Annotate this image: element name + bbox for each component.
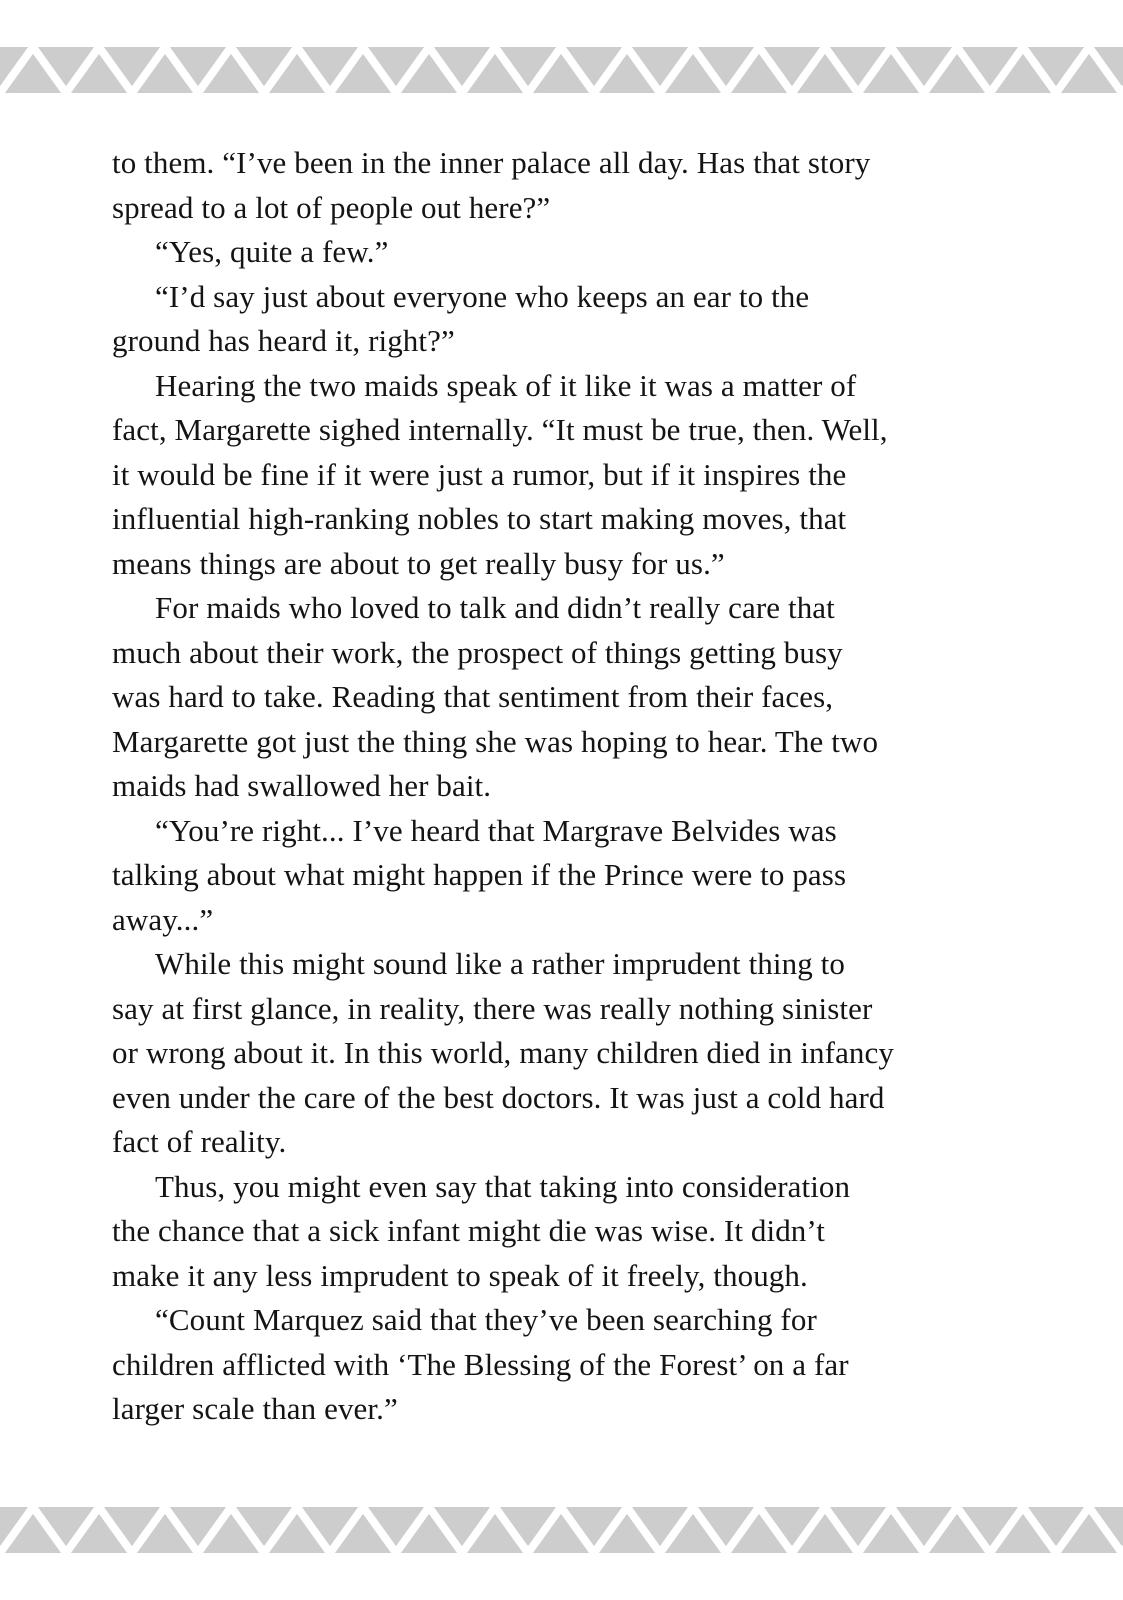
text-line: Thus, you might even say that taking into consideration (155, 1168, 851, 1204)
text-line: make it any less imprudent to speak of it freely, though. (112, 1257, 808, 1293)
text-line: means things are about to get really busy for us.” (112, 545, 725, 581)
text-block (112, 141, 1072, 1432)
text-line: much about their work, the prospect of things getting busy (112, 634, 843, 670)
paragraph (112, 942, 1072, 1165)
text-line: For maids who loved to talk and didn’t really care that (155, 590, 835, 625)
paragraph (112, 1165, 1072, 1299)
text-line: ground has heard it, right?” (112, 323, 455, 358)
text-line: “Count Marquez said that they’ve been searching for (155, 1302, 817, 1337)
text-line: talking about what might happen if the Prince were to pass (112, 857, 847, 892)
text-line: or wrong about it. In this world, many children died in infancy (112, 1035, 894, 1070)
text-line: Hearing the two maids speak of it like it was a matter of (155, 367, 857, 403)
paragraph (112, 230, 1072, 275)
text-line: Margarette got just the thing she was hoping to hear. The two (112, 723, 879, 759)
paragraph (112, 1298, 1072, 1432)
text-line: “You’re right... I’ve heard that Margrave Belvides was (155, 812, 837, 848)
text-line: it would be fine if it were just a rumor, but if it inspires the (112, 456, 847, 492)
text-line: fact of reality. (112, 1124, 287, 1159)
text-line: say at first glance, in reality, there was really nothing sinister (112, 990, 873, 1026)
text-line: fact, Margarette sighed internally. “It must be true, then. Well, (112, 412, 888, 447)
paragraph (112, 809, 1072, 943)
paragraph (112, 141, 1072, 230)
text-line: to them. “I’ve been in the inner palace all day. Has that story (112, 145, 871, 180)
text-line: maids had swallowed her bait. (112, 768, 492, 803)
text-line: the chance that a sick infant might die was wise. It didn’t (112, 1213, 825, 1248)
text-line: was hard to take. Reading that sentiment from their faces, (112, 679, 834, 714)
paragraph (112, 364, 1072, 587)
text-line: “Yes, quite a few.” (155, 234, 389, 269)
text-line: While this might sound like a rather imprudent thing to (155, 946, 845, 981)
triangle-border-top (0, 47, 1123, 93)
text-line: even under the care of the best doctors. It was just a cold hard (112, 1079, 885, 1115)
text-line: larger scale than ever.” (112, 1391, 398, 1426)
paragraph (112, 275, 1072, 364)
text-line: away...” (112, 901, 214, 937)
text-line: influential high-ranking nobles to start making moves, that (112, 501, 847, 536)
paragraph (112, 586, 1072, 809)
text-line: children afflicted with ‘The Blessing of the Forest’ on a far (112, 1346, 849, 1382)
text-line: spread to a lot of people out here?” (112, 189, 551, 225)
text-line: “I’d say just about everyone who keeps an ear to the (155, 278, 810, 314)
triangle-border-bottom (0, 1507, 1123, 1553)
